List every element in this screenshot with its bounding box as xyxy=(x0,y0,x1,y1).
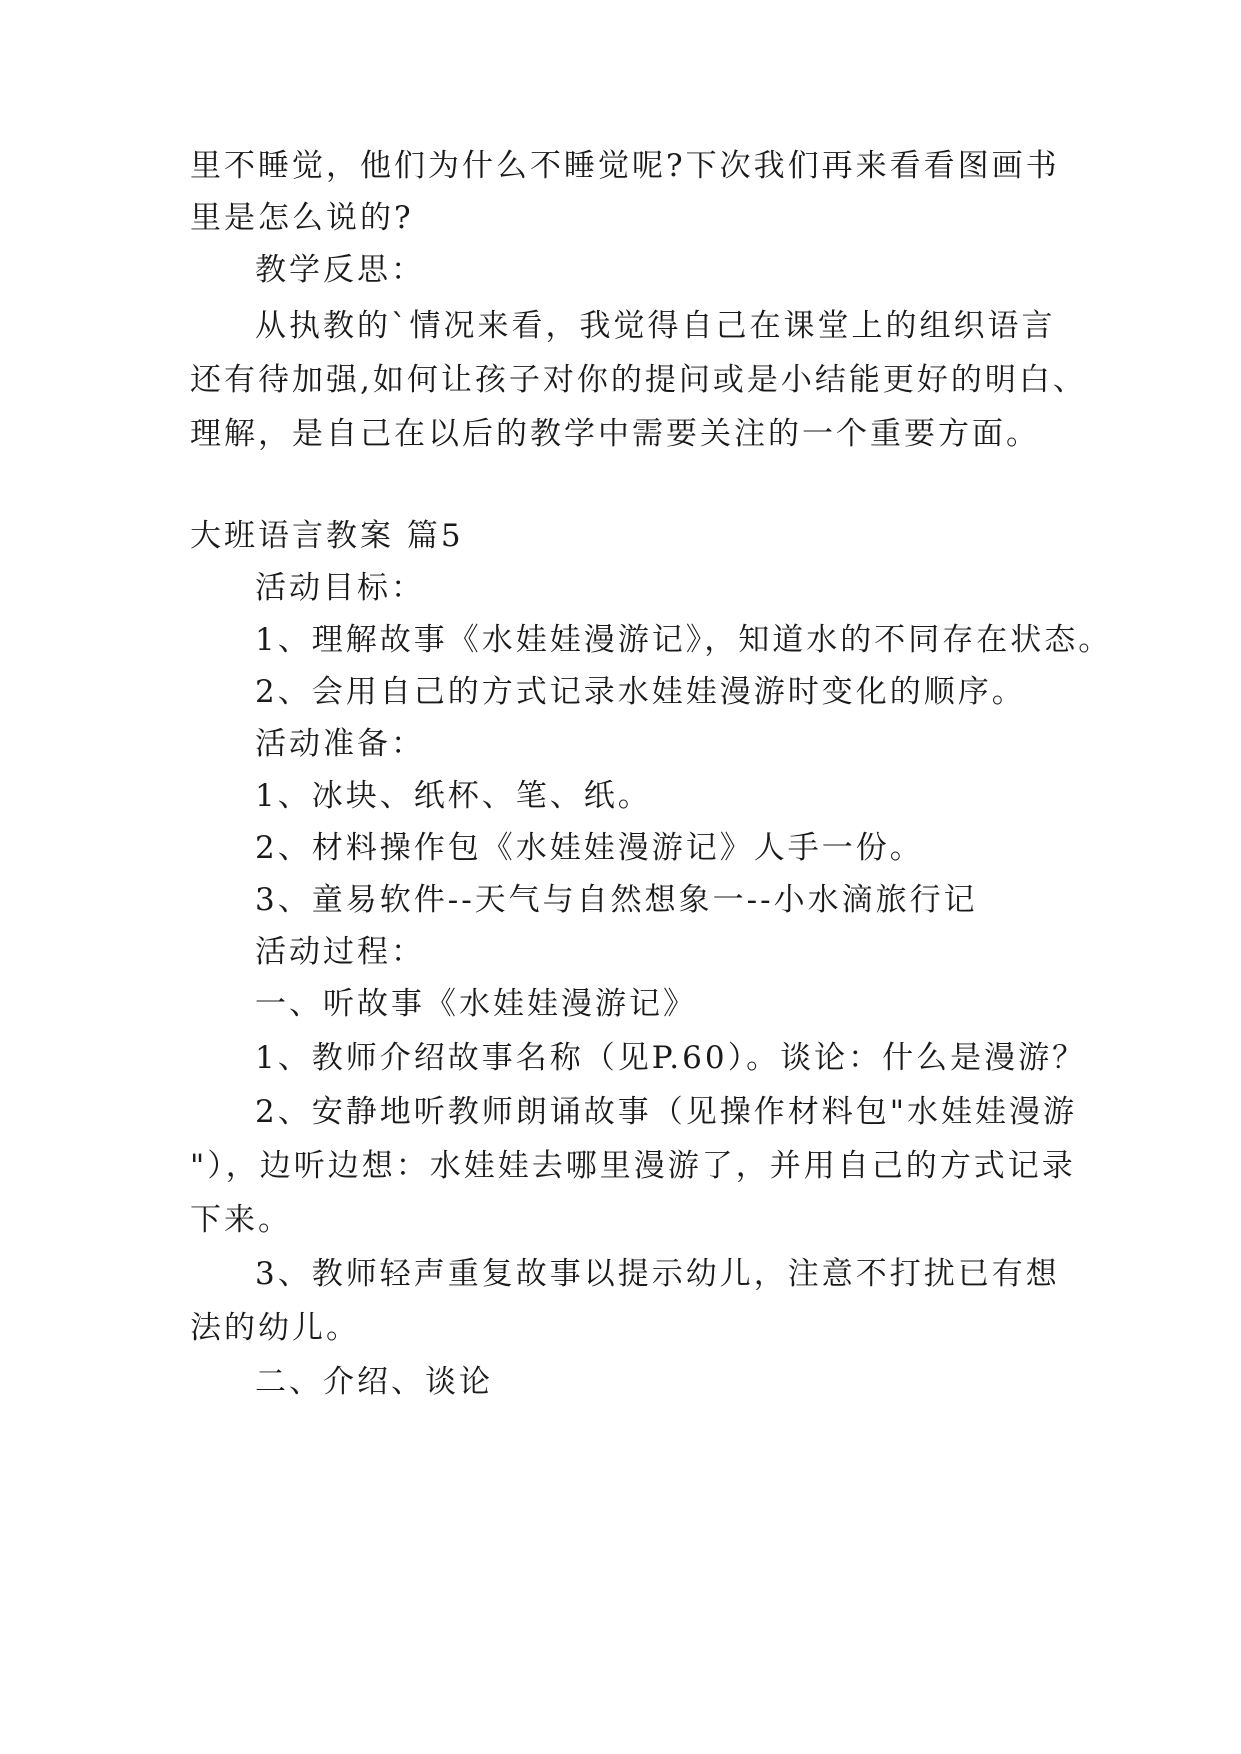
paragraph-line: 里是怎么说的? xyxy=(190,200,414,236)
prep-item: 3、童易软件--天气与自然想象一--小水滴旅行记 xyxy=(255,882,978,918)
paragraph-line: 从执教的`情况来看，我觉得自己在课堂上的组织语言 xyxy=(255,308,1056,344)
step-item: 2、安静地听教师朗诵故事（见操作材料包"水娃娃漫游 xyxy=(255,1094,1077,1130)
paragraph-line: 法的幼儿。 xyxy=(190,1310,360,1346)
prep-item: 1、冰块、纸杯、笔、纸。 xyxy=(255,778,652,814)
goal-item: 2、会用自己的方式记录水娃娃漫游时变化的顺序。 xyxy=(255,674,1026,710)
paragraph-line: 理解，是自己在以后的教学中需要关注的一个重要方面。 xyxy=(190,416,1040,452)
section-title: 大班语言教案 篇5 xyxy=(190,518,464,554)
reflection-heading: 教学反思： xyxy=(255,252,425,288)
process-heading: 活动过程： xyxy=(255,934,425,970)
goal-item: 1、理解故事《水娃娃漫游记》，知道水的不同存在状态。 xyxy=(255,622,1113,658)
prep-item: 2、材料操作包《水娃娃漫游记》人手一份。 xyxy=(255,830,924,866)
paragraph-line: "），边听边想：水娃娃去哪里漫游了，并用自己的方式记录 xyxy=(190,1148,1076,1184)
step-heading: 二、介绍、谈论 xyxy=(255,1364,493,1400)
step-item: 3、教师轻声重复故事以提示幼儿，注意不打扰已有想 xyxy=(255,1256,1060,1292)
step-item: 1、教师介绍故事名称（见P.60）。谈论：什么是漫游？ xyxy=(255,1040,1087,1076)
step-heading: 一、听故事《水娃娃漫游记》 xyxy=(255,986,697,1022)
paragraph-line: 里不睡觉，他们为什么不睡觉呢?下次我们再来看看图画书 xyxy=(190,148,1060,184)
paragraph-line: 下来。 xyxy=(190,1202,292,1238)
goals-heading: 活动目标： xyxy=(255,570,425,606)
prep-heading: 活动准备： xyxy=(255,726,425,762)
paragraph-line: 还有待加强,如何让孩子对你的提问或是小结能更好的明白、 xyxy=(190,362,1087,398)
